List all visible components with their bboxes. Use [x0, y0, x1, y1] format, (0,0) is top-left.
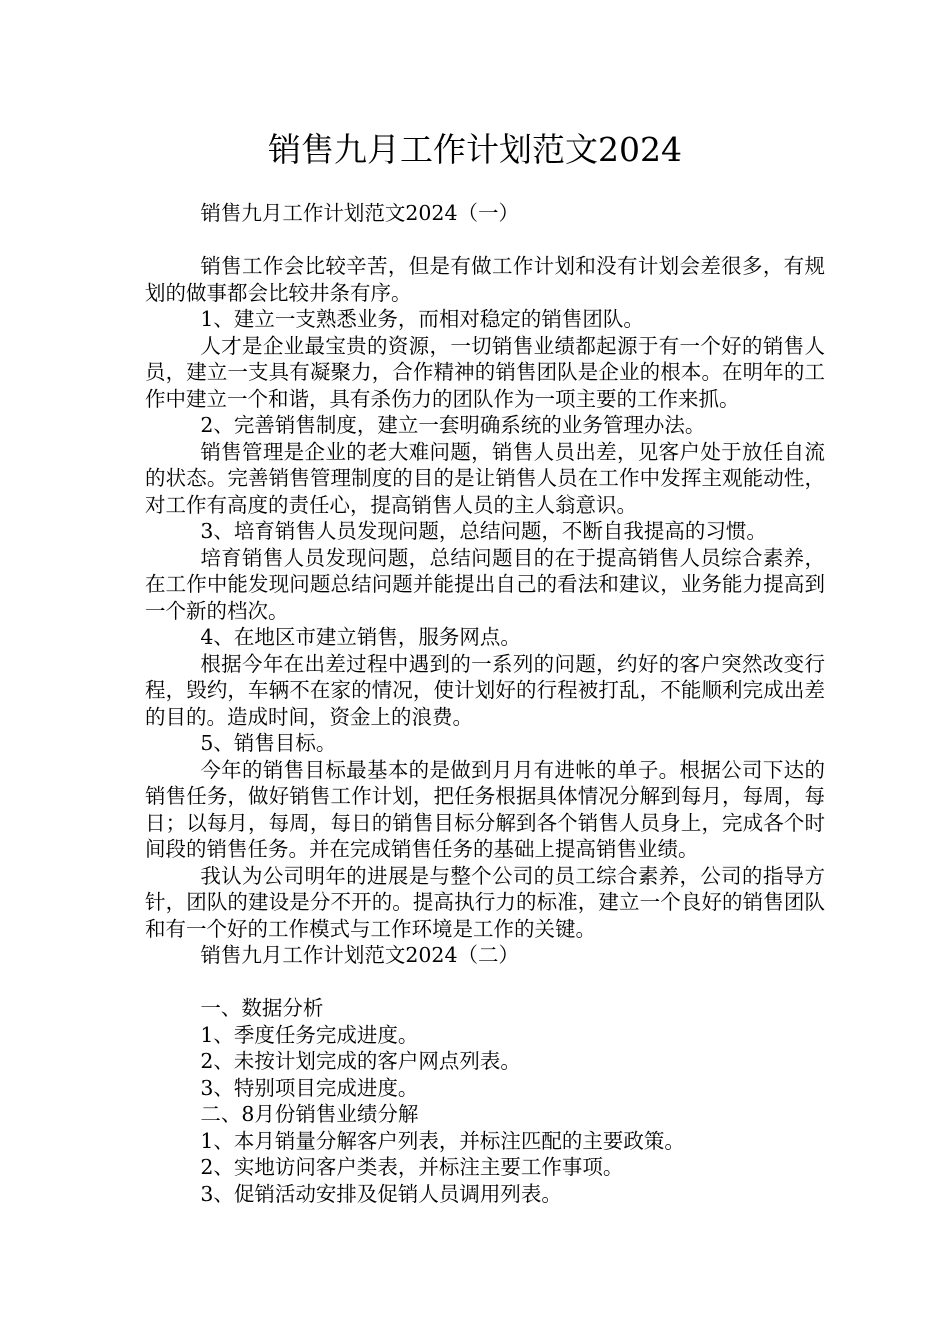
- list-item: 1、本月销量分解客户列表，并标注匹配的主要政策。: [200, 1128, 685, 1153]
- paragraph-conclusion: 我认为公司明年的进展是与整个公司的员工综合素养，公司的指导方针，团队的建设是分不开的。提高执行力的标准，建立一个良好的销售团队和有一个好的工作模式与工作环境是工作的关键。: [145, 863, 825, 941]
- paragraph-training: 培育销售人员发现问题，总结问题目的在于提高销售人员综合素养，在工作中能发现问题总结问题并能提出自己的看法和建议，业务能力提高到一个新的档次。: [145, 545, 825, 623]
- item-heading-1: 1、建立一支熟悉业务，而相对稳定的销售团队。: [200, 307, 644, 331]
- document-title: 销售九月工作计划范文2024: [268, 130, 682, 169]
- paragraph-system: 销售管理是企业的老大难问题，销售人员出差，见客户处于放任自流的状态。完善销售管理制度的目的是让销售人员在工作中发挥主观能动性，对工作有高度的责任心，提高销售人员的主人翁意识。: [145, 439, 825, 517]
- document-body: [145, 200, 825, 1207]
- list-item: 2、实地访问客户类表，并标注主要工作事项。: [200, 1155, 624, 1179]
- item-heading-4: 4、在地区市建立销售，服务网点。: [200, 625, 521, 649]
- paragraph-intro: 销售工作会比较辛苦，但是有做工作计划和没有计划会差很多，有规划的做事都会比较井条有序。: [145, 254, 825, 305]
- item-heading-5: 5、销售目标。: [200, 731, 337, 755]
- list-item: 3、特别项目完成进度。: [200, 1075, 419, 1100]
- blank-line: [145, 227, 825, 254]
- section-heading-1: 销售九月工作计划范文2024（一）: [200, 201, 520, 225]
- paragraph-team: 人才是企业最宝贵的资源，一切销售业绩都起源于有一个好的销售人员，建立一支具有凝聚力，合作精神的销售团队是企业的根本。在明年的工作中建立一个和谐，具有杀伤力的团队作为一项主要的工作来抓。: [145, 333, 825, 411]
- item-heading-3: 3、培育销售人员发现问题，总结问题，不断自我提高的习惯。: [200, 519, 767, 543]
- list-item: 2、未按计划完成的客户网点列表。: [200, 1049, 521, 1073]
- item-heading-2: 2、完善销售制度，建立一套明确系统的业务管理办法。: [200, 413, 706, 437]
- list-item: 1、季度任务完成进度。: [200, 1022, 419, 1047]
- list-heading-data: 一、数据分析: [200, 996, 324, 1020]
- list-item: 3、促销活动安排及促销人员调用列表。: [200, 1181, 562, 1206]
- section-heading-2: 销售九月工作计划范文2024（二）: [200, 943, 520, 967]
- paragraph-target: 今年的销售目标最基本的是做到月月有进帐的单子。根据公司下达的销售任务，做好销售工作计划，把任务根据具体情况分解到每月，每周，每日；以每月，每周，每日的销售目标分解到各个销售人员身上，完成各个时间段的销售任务。并在完成销售任务的基础上提高销售业绩。: [145, 757, 825, 861]
- list-heading-sales: 二、8月份销售业绩分解: [200, 1102, 419, 1126]
- paragraph-network: 根据今年在出差过程中遇到的一系列的问题，约好的客户突然改变行程，毁约，车辆不在家的情况，使计划好的行程被打乱，不能顺利完成出差的目的。造成时间，资金上的浪费。: [145, 651, 825, 729]
- blank-line: [145, 969, 825, 996]
